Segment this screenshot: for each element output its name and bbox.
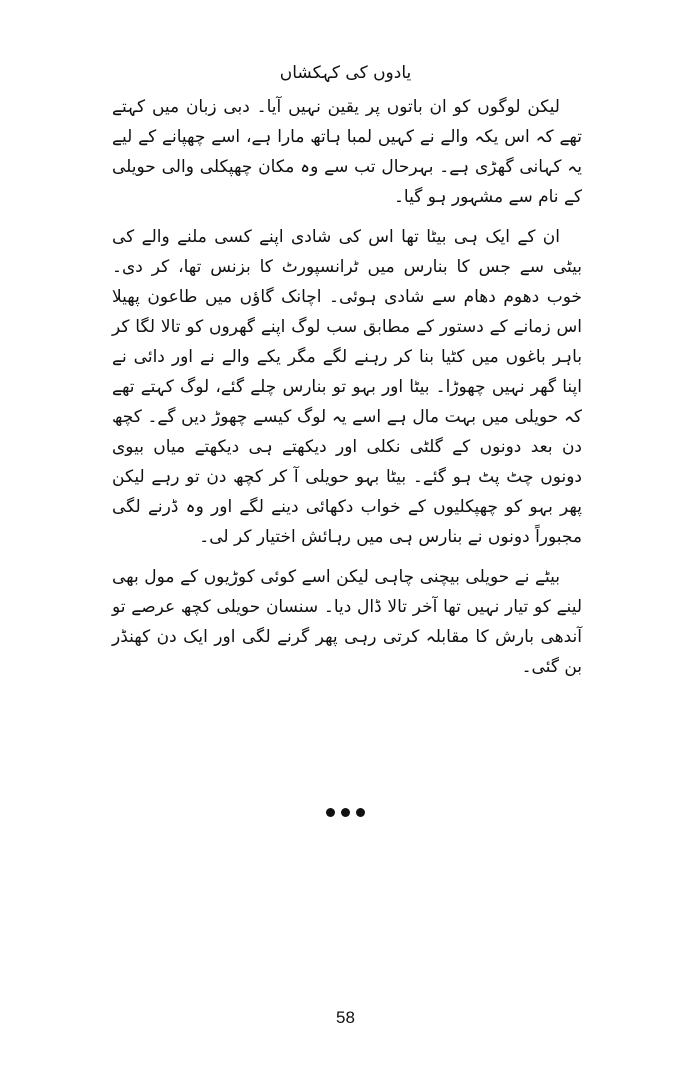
ornament-dot	[356, 808, 365, 817]
running-head: یادوں کی کہکشاں	[279, 63, 412, 83]
body-text	[112, 92, 582, 692]
page-number: 58	[336, 1008, 355, 1027]
ornament-dot	[341, 808, 350, 817]
paragraph-1: لیکن لوگوں کو ان باتوں پر یقین نہیں آیا۔ دبی زبان میں کہتے تھے کہ اس یکہ والے نے کہیں لمبا ہاتھ مارا ہے، اسے چھپانے کے لیے یہ کہانی گھڑی ہے۔ بہرحال تب سے وہ مکان چھپکلی والی حویلی کے نام سے مشہور ہو گیا۔	[112, 97, 582, 207]
paragraph-3: بیٹے نے حویلی بیچنی چاہی لیکن اسے کوئی کوڑیوں کے مول بھی لینے کو تیار نہیں تھا آخر تالا ڈال دیا۔ سنسان حویلی کچھ عرصے تو آندھی بارش کا مقابلہ کرتی رہی پھر گرنے لگی اور ایک دن کھنڈر بن گئی۔	[112, 567, 582, 677]
section-break-ornament	[0, 800, 691, 824]
ornament-dot	[326, 808, 335, 817]
paragraph-2: ان کے ایک ہی بیٹا تھا اس کی شادی اپنے کسی ملنے والے کی بیٹی سے جس کا بنارس میں ٹرانسپورٹ کا بزنس تھا، کر دی۔ خوب دھوم دھام سے شادی ہوئی۔ اچانک گاؤں میں طاعون پھیلا اس زمانے کے دستور کے مطابق سب لوگ اپنے گھروں کو تالا لگا کر باہر باغوں میں کٹیا بنا کر رہنے لگے مگر یکے والے نے اور دائی نے اپنا گھر نہیں چھوڑا۔ بیٹا اور بہو تو بنارس چلے گئے، لوگ کہتے تھے کہ حویلی میں بہت مال ہے اسے یہ لوگ کیسے چھوڑ دیں گے۔ کچھ دن بعد دونوں کے گلٹی نکلی اور دیکھتے ہی دیکھتے میاں بیوی دونوں چٹ پٹ ہو گئے۔ بیٹا بہو حویلی آ کر کچھ دن تو رہے لیکن پھر بہو کو چھپکلیوں کے خواب دکھائی دینے لگے اور وہ ڈرنے لگی مجبوراً دونوں نے بنارس ہی میں رہائش اختیار کر لی۔	[112, 227, 582, 547]
